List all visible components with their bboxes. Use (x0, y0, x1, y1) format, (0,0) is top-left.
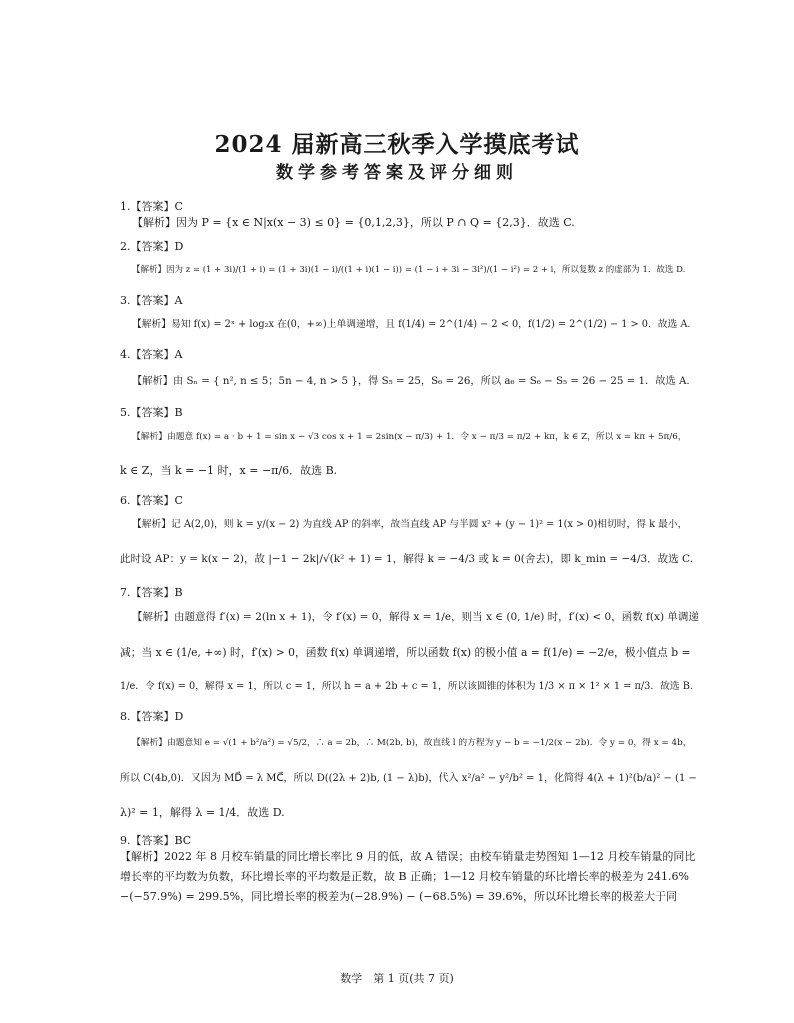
answer-4: 4.【答案】A (120, 348, 183, 361)
explanation-3-line-1: 【解析】易知 f(x) = 2ˣ + log₂x 在(0，+∞)上单调递增，且 f(1/4) = 2^(1/4) − 2 < 0，f(1/2) = 2^(1/2) − 1 > 0．故选 A. (132, 319, 691, 330)
explanation-7-line-3: 1/e．令 f(x) = 0，解得 x = 1，所以 c = 1，所以 h = a + 2b + c = 1，所以该圆锥的体积为 1/3 × π × 1² × 1 = π/3．故选 B. (120, 681, 693, 692)
explanation-5-line-2: k ∈ Z，当 k = −1 时，x = −π/6．故选 B. (120, 464, 338, 477)
explanation-6-line-2: 此时设 AP：y = k(x − 2)，故 |−1 − 2k|/√(k² + 1) = 1，解得 k = −4/3 或 k = 0(舍去)，即 k_min = −4/3．故选 C. (120, 553, 694, 565)
explanation-9-line-2: 增长率的平均数为负数，环比增长率的平均数是正数，故 B 正确；1—12 月校车销量的环比增长率的极差为 241.6% (120, 870, 690, 883)
answer-6: 6.【答案】C (120, 494, 183, 507)
page-title: 2024 届新高三秋季入学摸底考试 (214, 131, 580, 158)
page-footer: 数学 第 1 页(共 7 页) (340, 972, 454, 985)
explanation-7-line-1: 【解析】由题意得 f′(x) = 2(ln x + 1)，令 f′(x) = 0，解得 x = 1/e，则当 x ∈ (0, 1/e) 时，f′(x) < 0，函数 f(x) 单调递 (132, 611, 699, 623)
answer-2: 2.【答案】D (120, 240, 184, 253)
answer-1: 1.【答案】C (120, 200, 183, 213)
explanation-7-line-2: 减；当 x ∈ (1/e, +∞) 时，f′(x) > 0，函数 f(x) 单调递增，所以函数 f(x) 的极小值 a = f(1/e) = −2/e，极小值点 b = (120, 646, 691, 659)
explanation-6-line-1: 【解析】记 A(2,0)，则 k = y/(x − 2) 为直线 AP 的斜率，故当直线 AP 与半圆 x² + (y − 1)² = 1(x > 0)相切时，得 k 最小， (132, 519, 688, 530)
answer-3: 3.【答案】A (120, 294, 183, 307)
explanation-1-line-1: 【解析】因为 P = {x ∈ N|x(x − 3) ≤ 0} = {0,1,2,3}，所以 P ∩ Q = {2,3}．故选 C. (132, 216, 575, 229)
answer-7: 7.【答案】B (120, 586, 183, 599)
explanation-9-line-1: 【解析】2022 年 8 月校车销量的同比增长率比 9 月的低，故 A 错误；由校车销量走势图知 1—12 月校车销量的同比 (120, 850, 696, 863)
page-subtitle: 数学参考答案及评分细则 (276, 163, 518, 183)
explanation-8-line-2: 所以 C(4b,0)．又因为 MD⃗ = λ MC⃗，所以 D((2λ + 2)b, (1 − λ)b)，代入 x²/a² − y²/b² = 1，化简得 4(λ + 1)²(b/a)² − (1 − (120, 773, 697, 784)
answer-5: 5.【答案】B (120, 406, 183, 419)
explanation-2-line-1: 【解析】因为 z = (1 + 3i)/(1 + i) = (1 + 3i)(1 − i)/((1 + i)(1 − i)) = (1 − i + 3i − 3i²)/(1 − i²) = 2 + i，所以复数 z 的虚部为 1．故选 D. (132, 265, 686, 275)
explanation-5-line-1: 【解析】由题意 f(x) = a · b + 1 = sin x − √3 cos x + 1 = 2sin(x − π/3) + 1．令 x − π/3 = π/2 + kπ，k ∈ Z，所以 x = kπ + 5π/6， (132, 432, 687, 442)
explanation-8-line-3: λ)² = 1，解得 λ = 1/4．故选 D. (120, 806, 285, 819)
explanation-4-line-1: 【解析】由 Sₙ = { n², n ≤ 5；5n − 4, n > 5 }，得 S₅ = 25，S₆ = 26，所以 a₆ = S₆ − S₅ = 26 − 25 = 1．故选 A. (132, 375, 690, 387)
answer-8: 8.【答案】D (120, 710, 184, 723)
explanation-9-line-3: −(−57.9%) = 299.5%，同比增长率的极差为(−28.9%) − (−68.5%) = 39.6%，所以环比增长率的极差大于同 (120, 890, 677, 903)
explanation-8-line-1: 【解析】由题意知 e = √(1 + b²/a²) = √5/2，∴ a = 2b，∴ M(2b, b)，故直线 l 的方程为 y − b = −1/2(x − 2b)．令 y = 0，得 x = 4b， (132, 738, 692, 748)
answer-9: 9.【答案】BC (120, 834, 192, 847)
